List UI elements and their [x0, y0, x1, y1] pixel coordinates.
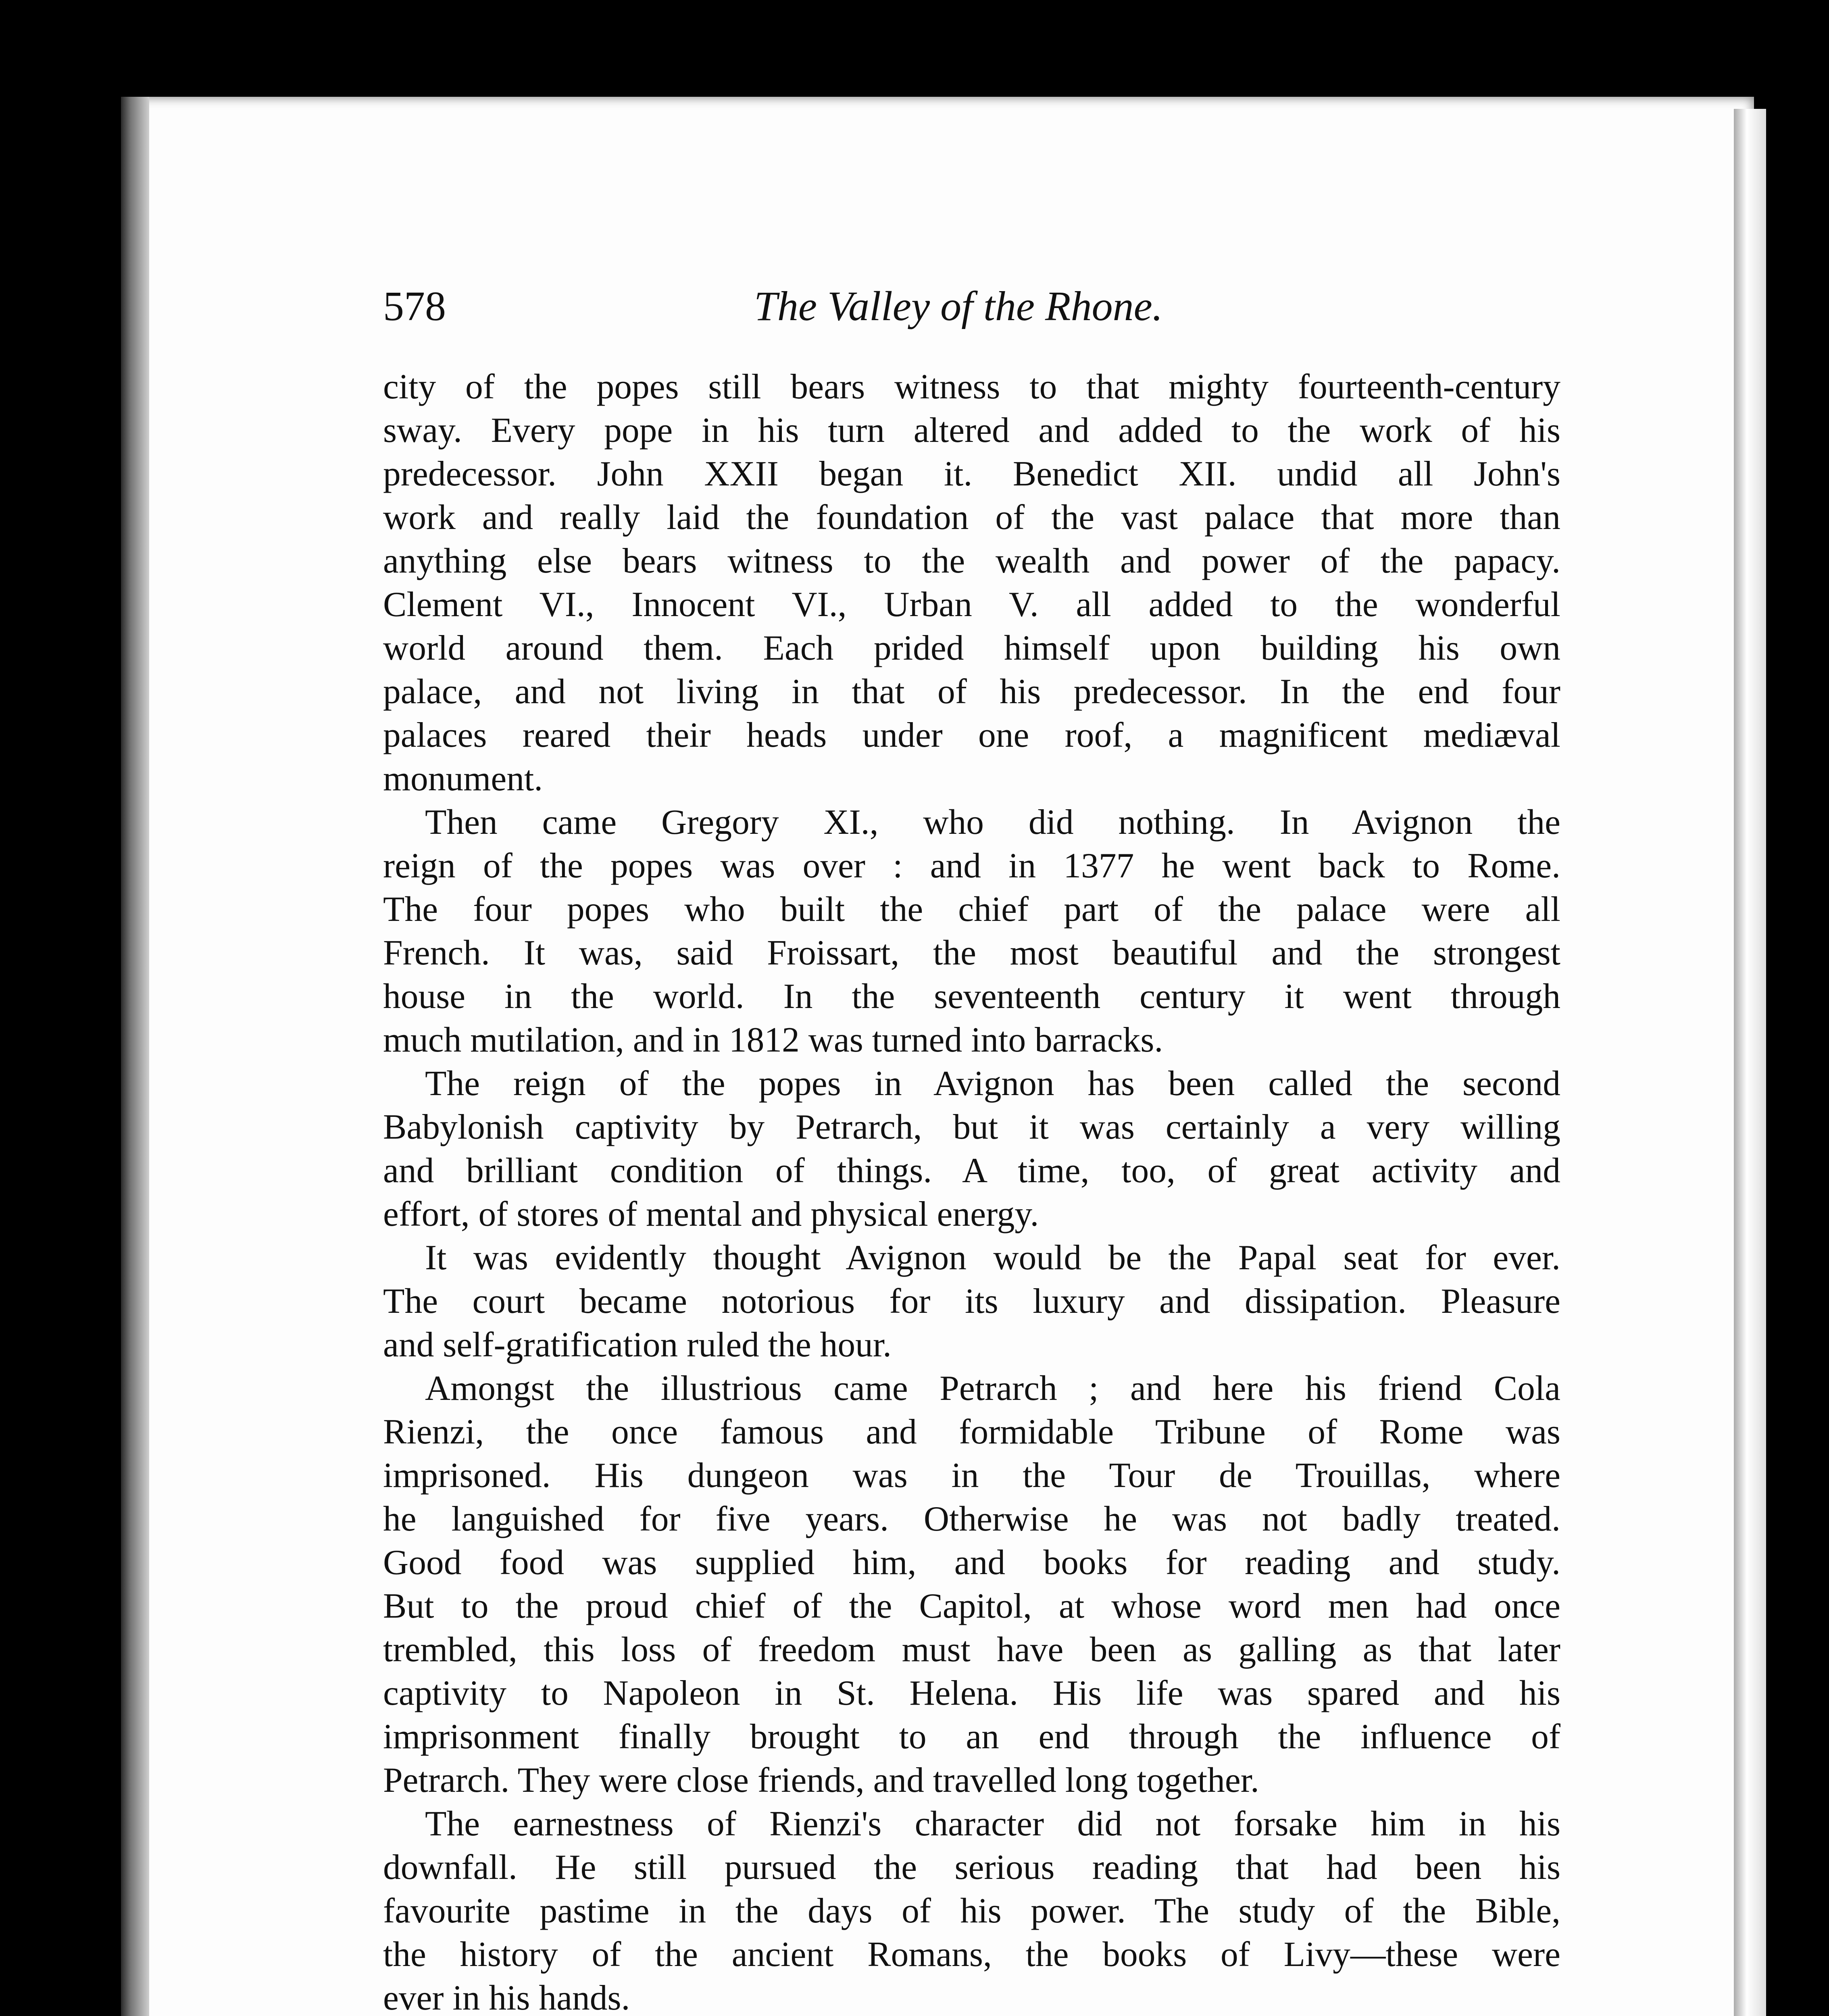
text-line: The court became notorious for its luxury and dissipation. Pleasure [383, 1281, 1560, 1320]
text-line: Clement VI., Innocent VI., Urban V. all added to the wonderful [383, 585, 1560, 624]
text-line: predecessor. John XXII began it. Benedict XII. undid all John's [383, 454, 1560, 493]
page-number: 578 [383, 283, 446, 329]
text-line: The reign of the popes in Avignon has been called the second [425, 1064, 1560, 1103]
text-line: ever in his hands. [383, 1978, 630, 2016]
text-line: captivity to Napoleon in St. Helena. His life was spared and his [383, 1673, 1560, 1712]
text-line: French. It was, said Froissart, the most beautiful and the strongest [383, 933, 1560, 972]
page-gutter [121, 97, 149, 2016]
text-line: sway. Every pope in his turn altered and added to the work of his [383, 410, 1560, 450]
text-line: reign of the popes was over : and in 1377 he went back to Rome. [383, 846, 1560, 885]
text-line: effort, of stores of mental and physical energy. [383, 1194, 1039, 1233]
text-line: But to the proud chief of the Capitol, at whose word men had once [383, 1586, 1560, 1625]
adjacent-page-edge [1734, 109, 1766, 2016]
running-title: The Valley of the Rhone. [754, 283, 1163, 329]
text-line: The four popes who built the chief part of the palace were all [383, 889, 1560, 929]
text-line: Amongst the illustrious came Petrarch ; and here his friend Cola [425, 1368, 1560, 1408]
text-line: trembled, this loss of freedom must have been as galling as that later [383, 1630, 1560, 1669]
text-line: The earnestness of Rienzi's character did not forsake him in his [425, 1804, 1560, 1843]
body-text [383, 365, 1560, 2016]
text-line: and brilliant condition of things. A time, too, of great activity and [383, 1151, 1560, 1190]
text-line: Good food was supplied him, and books for reading and study. [383, 1543, 1560, 1582]
text-line: It was evidently thought Avignon would be the Papal seat for ever. [425, 1238, 1560, 1277]
text-line: palace, and not living in that of his predecessor. In the end four [383, 672, 1560, 711]
text-line: palaces reared their heads under one roof, a magnificent mediæval [383, 715, 1560, 754]
text-line: Babylonish captivity by Petrarch, but it was certainly a very willing [383, 1107, 1560, 1146]
text-line: much mutilation, and in 1812 was turned into barracks. [383, 1020, 1163, 1059]
text-line: world around them. Each prided himself upon building his own [383, 628, 1560, 667]
text-line: imprisonment finally brought to an end through the influence of [383, 1717, 1560, 1756]
running-head [383, 282, 1560, 347]
text-line: favourite pastime in the days of his power. The study of the Bible, [383, 1891, 1560, 1930]
text-line: house in the world. In the seventeenth century it went through [383, 977, 1560, 1016]
text-line: Then came Gregory XI., who did nothing. In Avignon the [425, 802, 1560, 841]
text-line: imprisoned. His dungeon was in the Tour de Trouillas, where [383, 1456, 1560, 1495]
text-line: monument. [383, 759, 543, 798]
text-line: the history of the ancient Romans, the books of Livy—these were [383, 1935, 1560, 1974]
text-line: Petrarch. They were close friends, and travelled long together. [383, 1760, 1259, 1799]
text-line: city of the popes still bears witness to that mighty fourteenth-century [383, 367, 1560, 406]
text-line: he languished for five years. Otherwise he was not badly treated. [383, 1499, 1560, 1538]
text-line: work and really laid the foundation of the vast palace that more than [383, 498, 1560, 537]
text-line: downfall. He still pursued the serious reading that had been his [383, 1847, 1560, 1887]
text-line: Rienzi, the once famous and formidable Tribune of Rome was [383, 1412, 1560, 1451]
text-line: anything else bears witness to the wealth and power of the papacy. [383, 541, 1560, 580]
text-line: and self-gratification ruled the hour. [383, 1325, 892, 1364]
